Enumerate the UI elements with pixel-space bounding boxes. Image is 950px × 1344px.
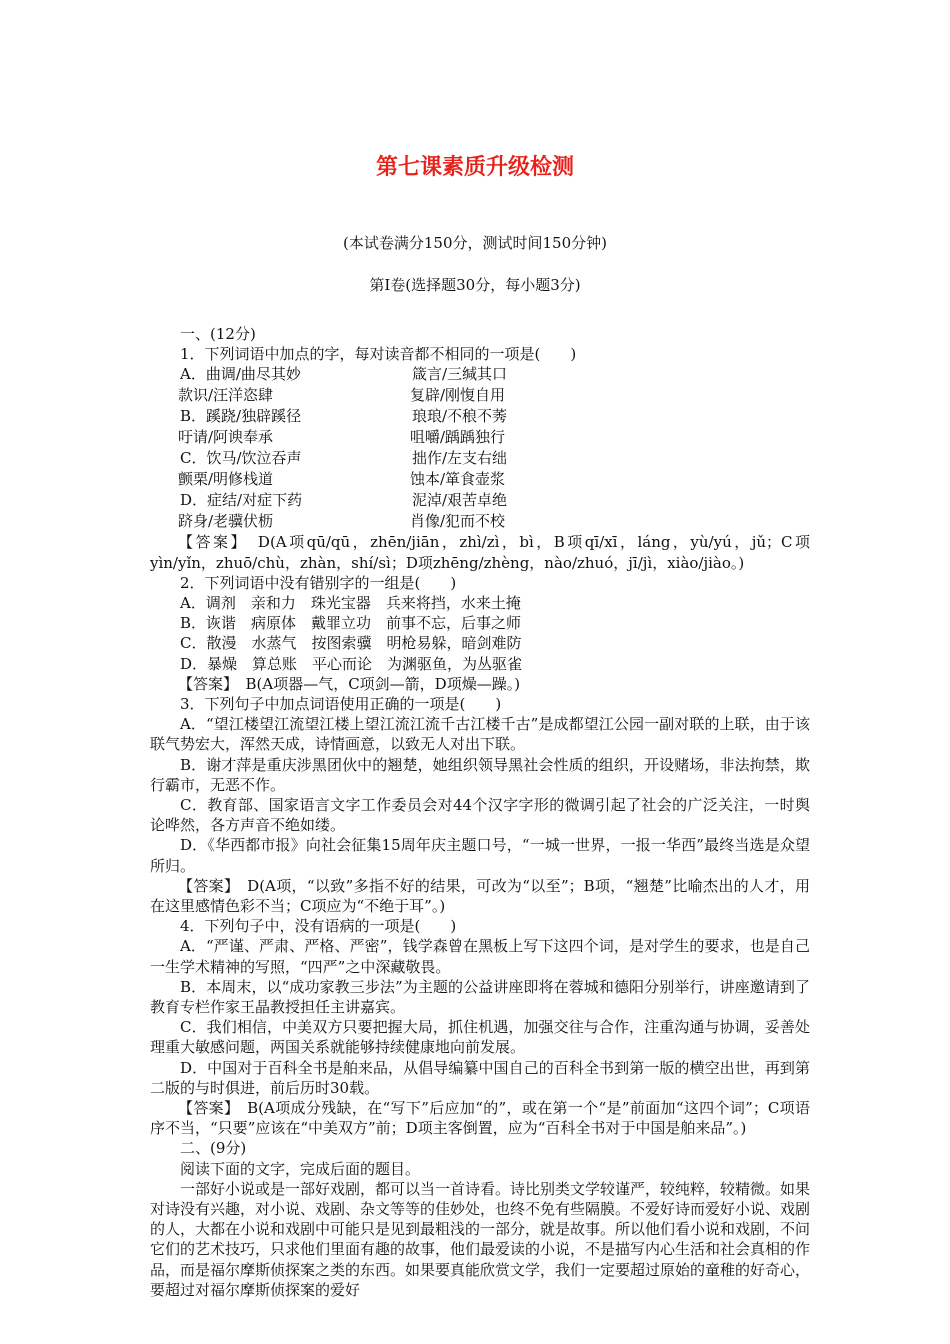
- option-cell: 琅琅/不稂不莠: [412, 407, 508, 426]
- section-heading: 第Ⅰ卷(选择题30分，每小题3分): [369, 276, 581, 294]
- option-row: [150, 490, 810, 511]
- option-text: C．散漫 水蒸气 按图索骥 明枪易躲，暗剑难防: [180, 634, 522, 653]
- question-stem: 4．下列句子中，没有语病的一项是( ): [180, 917, 457, 936]
- option-text: A．“望江楼望江流望江楼上望江流江流千古江楼千古”是成都望江公园一副对联的上联，由于该联气势宏大，浑然天成，诗情画意，以致无人对出下联。: [150, 715, 810, 754]
- option-row: [150, 427, 810, 448]
- option-row: [150, 385, 810, 406]
- option-cell: 泥淖/艰苦卓绝: [412, 491, 508, 510]
- option-row: [150, 364, 810, 385]
- option-cell: 蚀本/箪食壶浆: [410, 470, 506, 489]
- answer-text: 【答案】 B(A项器—气，C项剑—箭，D项燥—躁。): [178, 674, 521, 693]
- option-text: D．《华西都市报》向社会征集15周年庆主题口号，“一城一世界，一报一华西”最终当选是众望所归。: [150, 836, 810, 875]
- document-body: [150, 324, 810, 1300]
- answer-text: 【答案】 D(A项，“以致”多指不好的结果，可改为“以至”；B项，“翘楚”比喻杰出的人才，用在这里感情色彩不当；C项应为“不绝于耳”。): [150, 876, 810, 915]
- option-cell: 复辟/刚愎自用: [410, 386, 506, 405]
- option-cell: 吁请/阿谀奉承: [178, 428, 274, 447]
- option-row: [150, 511, 810, 532]
- answer-text: 【答案】 B(A项成分残缺，在“写下”后应加“的”，或在第一个“是”前面加“这四个词”；C项语序不当，“只要”应该在“中美双方”前；D项主客倒置，应为“百科全书对于中国是舶来品”。): [150, 1098, 810, 1138]
- reading-instruction: 阅读下面的文字，完成后面的题目。: [180, 1159, 421, 1178]
- question-stem: 3．下列句子中加点词语使用正确的一项是( ): [180, 694, 502, 713]
- option-text: B．本周末，以“成功家教三步法”为主题的公益讲座即将在蓉城和德阳分别举行，讲座邀请到了教育专栏作家王晶教授担任主讲嘉宾。: [150, 977, 810, 1016]
- part-heading: 一、(12分): [180, 325, 256, 343]
- question-stem: 1．下列词语中加点的字，每对读音都不相同的一项是( ): [180, 345, 577, 364]
- answer-text: 【答案】 D(A项qū/qū，zhēn/jiān，zhì/zì，bì，B项qī/xī，láng，yù/yú，jǔ；C项yìn/yǐn，zhuō/chù，zhàn，shí/sì；D项zhēng/zhèng，nào/zhuó，jī/jì，xiào/jiào。): [150, 533, 810, 572]
- option-cell: 款识/汪洋恣肆: [178, 386, 274, 405]
- exam-info: (本试卷满分150分，测试时间150分钟): [343, 234, 607, 252]
- option-cell: B．蹊跷/独辟蹊径: [180, 407, 302, 426]
- part-heading: 二、(9分): [180, 1139, 247, 1158]
- option-text: D．暴燥 算总账 平心而论 为渊驱鱼，为丛驱雀: [180, 654, 523, 673]
- option-text: C．我们相信，中美双方只要把握大局，抓住机遇，加强交往与合作，注重沟通与协调，妥善处理重大敏感问题，两国关系就能够持续健康地向前发展。: [150, 1018, 810, 1057]
- reading-passage: 一部好小说或是一部好戏剧，都可以当一首诗看。诗比别类文学较谨严，较纯粹，较精微。如果对诗没有兴趣，对小说、戏剧、杂文等等的佳妙处，也终不免有些隔膜。不爱好诗而爱好小说、戏剧的人，大都在小说和戏剧中可能只是见到最粗浅的一部分，就是故事。所以他们看小说和戏剧，不问它们的艺术技巧，只求他们里面有趣的故事，他们最爱读的小说，不是描写内心生活和社会真相的作品，而是福尔摩斯侦探案之类的东西。如果要真能欣赏文学，我们一定要超过原始的童稚的好奇心，要超过对福尔摩斯侦探案的爱好: [150, 1179, 811, 1299]
- option-text: A．调剂 亲和力 珠光宝器 兵来将挡，水来土掩: [180, 593, 521, 612]
- option-row: [150, 448, 810, 469]
- option-text: A．“严谨、严肃、严格、严密”，钱学森曾在黑板上写下这四个词，是对学生的要求，也是自己一生学术精神的写照，“四严”之中深藏敬畏。: [150, 937, 810, 976]
- option-row: [150, 406, 810, 427]
- option-text: D．中国对于百科全书是舶来品，从倡导编纂中国自己的百科全书到第一版的横空出世，再到第二版的与时俱进，前后历时30载。: [150, 1058, 810, 1097]
- option-cell: 跻身/老骥伏枥: [178, 512, 274, 531]
- option-text: C．教育部、国家语言文字工作委员会对44个汉字字形的微调引起了社会的广泛关注，一时舆论哗然，各方声音不绝如缕。: [150, 795, 810, 835]
- option-cell: 拙作/左支右绌: [412, 449, 508, 468]
- option-text: B．诙谐 病原体 戴罪立功 前事不忘，后事之师: [180, 614, 522, 633]
- page-title: 第七课素质升级检测: [375, 155, 574, 180]
- option-cell: 箴言/三缄其口: [412, 365, 508, 384]
- option-cell: A．曲调/曲尽其妙: [180, 365, 301, 384]
- option-cell: C．饮马/饮泣吞声: [180, 449, 302, 468]
- option-text: B．谢才萍是重庆涉黑团伙中的翘楚，她组织领导黑社会性质的组织，开设赌场，非法拘禁，欺行霸市，无恶不作。: [150, 755, 810, 794]
- option-cell: 肖像/犯而不校: [410, 512, 506, 531]
- option-cell: D．症结/对症下药: [180, 491, 303, 510]
- question-stem: 2．下列词语中没有错别字的一组是( ): [180, 573, 457, 592]
- option-cell: 咀嚼/踽踽独行: [410, 428, 506, 447]
- option-row: [150, 469, 810, 490]
- option-cell: 颤栗/明修栈道: [178, 470, 274, 489]
